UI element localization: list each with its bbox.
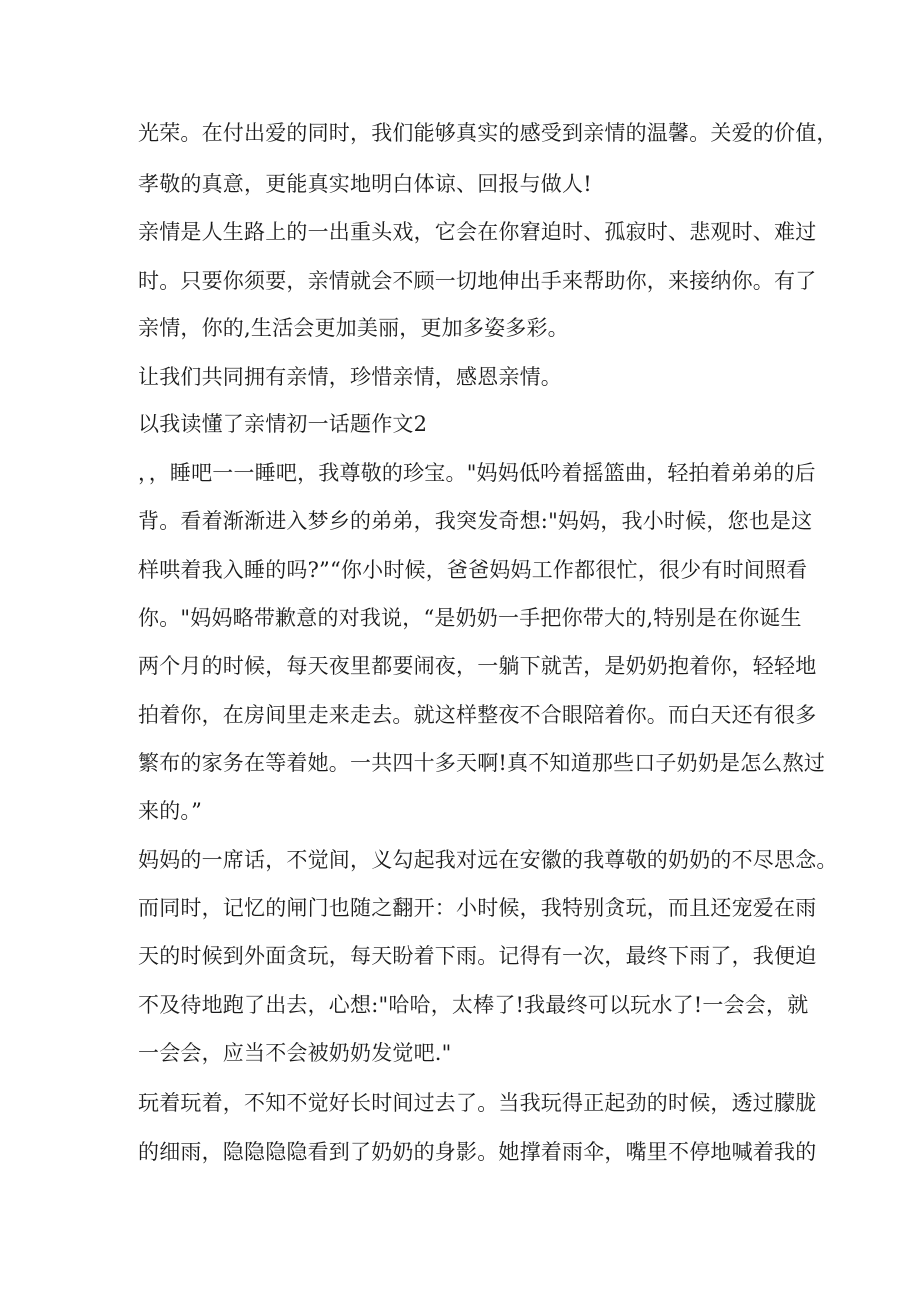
text-line-17: 而同时，记忆的闸门也随之翻开：小时候，我特别贪玩，而且还宠爱在雨 bbox=[138, 896, 817, 920]
text-line-16: 妈妈的一席话，不觉间，义勾起我对远在安徽的我尊敬的奶奶的不尽思念。 bbox=[138, 848, 838, 872]
text-line-10: 样哄着我入睡的吗?”“你小时候，爸爸妈妈工作都很忙，很少有时间照看 bbox=[138, 558, 808, 582]
text-line-9: 背。看着渐渐进入梦乡的弟弟，我突发奇想:"妈妈，我小时候，您也是这 bbox=[138, 509, 813, 533]
text-line-6: 让我们共同拥有亲情，珍惜亲情，感恩亲情。 bbox=[138, 365, 562, 389]
text-line-20: 一会会，应当不会被奶奶发觉吧." bbox=[138, 1041, 452, 1065]
text-line-12: 两个月的时候，每天夜里都要闹夜，一躺下就苦，是奶奶抱着你，轻轻地 bbox=[138, 654, 817, 678]
text-line-13: 拍着你，在房间里走来走去。就这样整夜不合眼陪着你。而白天还有很多 bbox=[138, 703, 817, 727]
text-line-1: 光荣。在付出爱的同时，我们能够真实的感受到亲情的温馨。关爱的价值， bbox=[138, 121, 838, 145]
text-line-2: 孝敬的真意，更能真实地明白体谅、回报与做人! bbox=[138, 172, 592, 196]
text-line-4: 时。只要你须要，亲情就会不顾一切地伸出手来帮助你，来接纳你。有了 bbox=[138, 269, 817, 293]
text-line-8: ，，睡吧一一睡吧，我尊敬的珍宝。"妈妈低吟着摇篮曲，轻拍着弟弟的后 bbox=[138, 461, 816, 485]
text-line-19: 不及待地跑了出去，心想:"哈哈，太棒了!我最终可以玩水了!一会会，就 bbox=[138, 993, 809, 1017]
text-line-21: 玩着玩着，不知不觉好长时间过去了。当我玩得正起劲的时候，透过朦胧 bbox=[138, 1091, 817, 1115]
text-line-3: 亲情是人生路上的一出重头戏，它会在你窘迫时、孤寂时、悲观时、难过 bbox=[138, 220, 817, 244]
text-line-14: 繁布的家务在等着她。一共四十多天啊!真不知道那些口子奶奶是怎么熬过 bbox=[138, 751, 826, 775]
text-line-18: 天的时候到外面贪玩，每天盼着下雨。记得有一次，最终下雨了，我便迫 bbox=[138, 944, 817, 968]
text-line-22: 的细雨，隐隐隐隐看到了奶奶的身影。她撑着雨伞，嘴里不停地喊着我的 bbox=[138, 1140, 817, 1164]
text-line-11: 你。"妈妈略带歉意的对我说，“是奶奶一手把你带大的,特别是在你诞生 bbox=[138, 606, 802, 630]
text-line-5: 亲情，你的,生活会更加美丽，更加多姿多彩。 bbox=[138, 316, 569, 340]
section-heading: 以我读懂了亲情初一话题作文2 bbox=[138, 412, 428, 436]
text-line-15: 来的。” bbox=[138, 799, 203, 823]
